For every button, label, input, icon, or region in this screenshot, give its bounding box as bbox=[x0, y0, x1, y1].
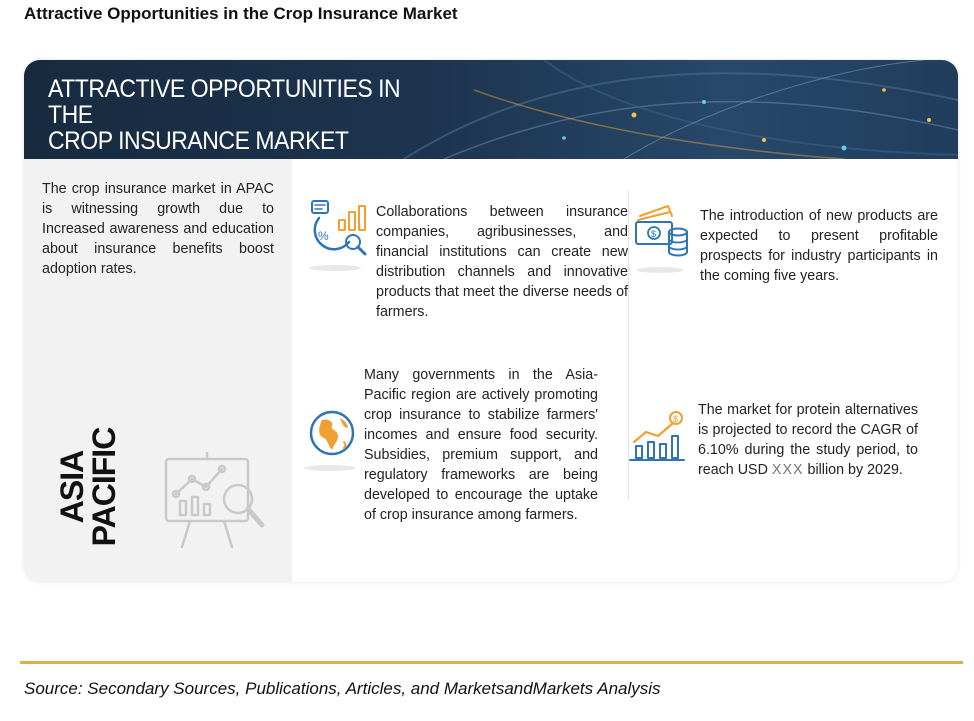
opportunity-new-products: The introduction of new products are expected to present profitable prospects for industry participants in the coming five years. bbox=[700, 208, 938, 284]
banner-title: ATTRACTIVE OPPORTUNITIES IN THE CROP INSURANCE MARKET bbox=[48, 75, 401, 155]
source-note: Source: Secondary Sources, Publications, Articles, and MarketsandMarkets Analysis bbox=[24, 679, 661, 698]
collaboration-chart-icon bbox=[309, 198, 377, 264]
market-analysis-icon bbox=[160, 449, 270, 559]
footer-rule bbox=[20, 661, 963, 664]
intro-text: The crop insurance market in APAC is witnessing growth due to Increased awareness and education about insurance benefits boost adoption rates. bbox=[42, 181, 274, 277]
opportunity-government-support: Many governments in the Asia-Pacific region are actively promoting crop insurance to stabilize farmers' incomes and ensure food security. Subsidies, premium support, and regulatory frameworks are being developed to encourage the uptake of crop insurance among farmers. bbox=[364, 367, 598, 523]
opportunity-collaborations: Collaborations between insurance companies, agribusinesses, and financial institutions can create new distribution channels and innovative products that meet the diverse needs of farmers. bbox=[376, 204, 628, 320]
region-label: ASIA PACIFIC bbox=[54, 427, 122, 547]
opportunity-market-forecast: The market for protein alternatives is projected to record the CAGR of 6.10% during the study period, to reach USD XXX billion by 2029. bbox=[698, 402, 918, 478]
globe-icon bbox=[308, 408, 358, 460]
growth-chart-icon bbox=[628, 410, 688, 464]
svg-text:$: $ bbox=[673, 414, 679, 424]
icon-shadow bbox=[636, 267, 684, 273]
market-value-placeholder: XXX bbox=[771, 462, 804, 478]
left-panel bbox=[24, 159, 292, 582]
opportunities-card bbox=[24, 60, 958, 582]
banner bbox=[24, 60, 958, 159]
icon-shadow bbox=[309, 265, 361, 271]
icon-shadow bbox=[304, 465, 356, 471]
money-stack-icon bbox=[634, 204, 690, 264]
svg-text:$: $ bbox=[651, 229, 657, 239]
svg-text:%: % bbox=[318, 229, 329, 243]
page-title: Attractive Opportunities in the Crop Insurance Market bbox=[24, 4, 458, 23]
